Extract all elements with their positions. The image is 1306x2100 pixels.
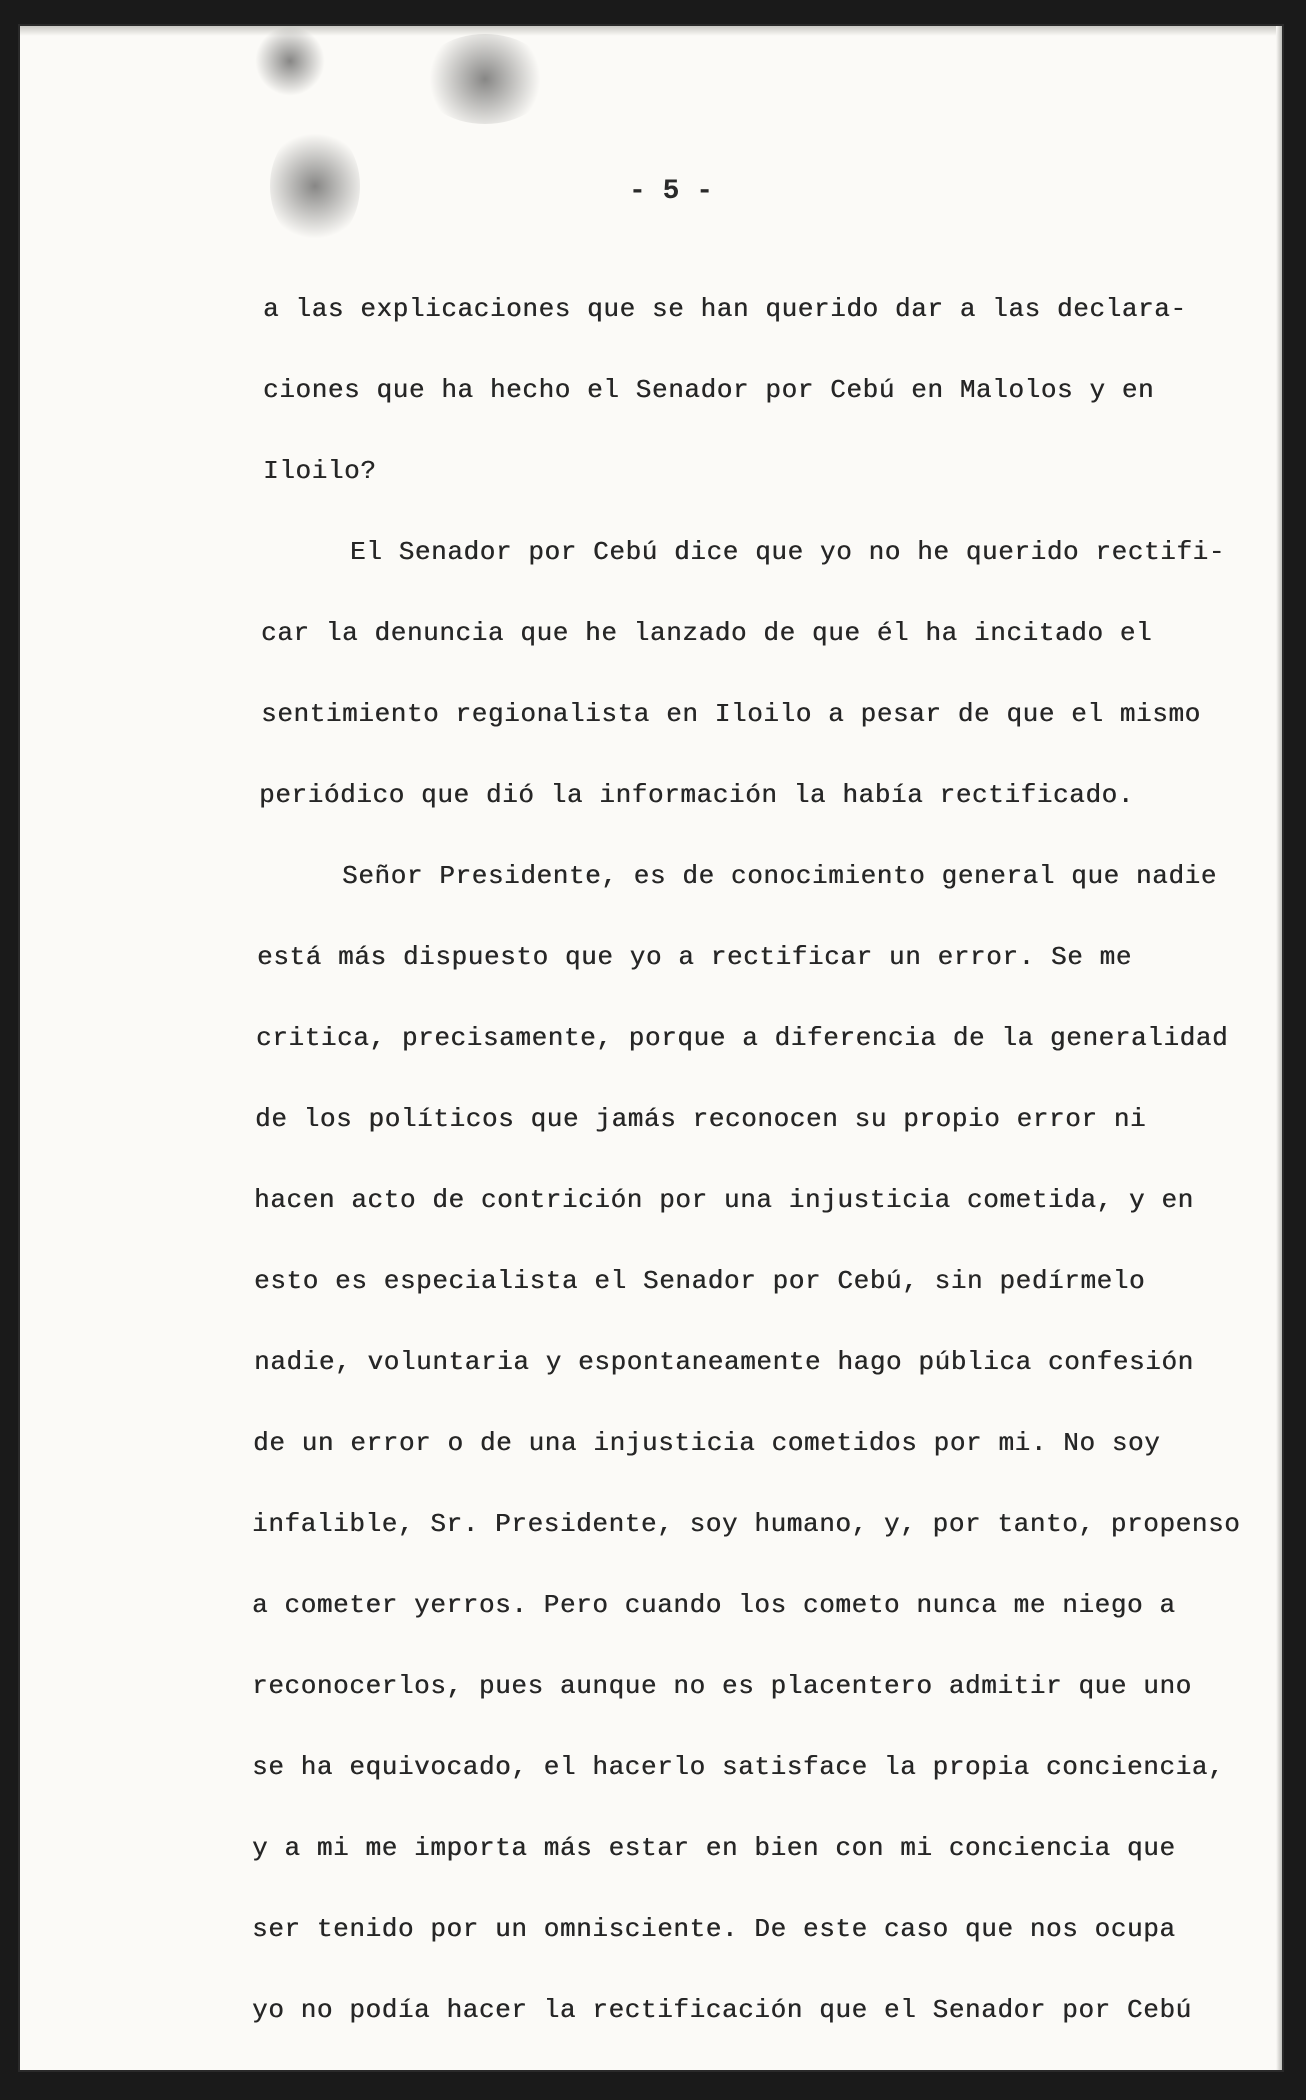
text-line: El Senador por Cebú dice que yo no he querido rectifi-	[350, 537, 1225, 567]
paper-top-edge	[20, 26, 1282, 36]
text-line: de un error o de una injusticia cometidos por mi. No soy	[253, 1428, 1161, 1458]
text-line: reconocerlos, pues aunque no es placentero admitir que uno	[252, 1671, 1192, 1701]
text-line: periódico que dió la información la había rectificado.	[259, 780, 1134, 810]
text-line: esto es especialista el Senador por Cebú, sin pedírmelo	[254, 1266, 1146, 1296]
text-line: a cometer yerros. Pero cuando los cometo nunca me niego a	[252, 1590, 1176, 1620]
text-line: infalible, Sr. Presidente, soy humano, y, por tanto, propenso	[252, 1509, 1241, 1539]
text-line: hacen acto de contrición por una injusticia cometida, y en	[254, 1185, 1194, 1215]
text-line: yo no podía hacer la rectificación que el Senador por Cebú	[252, 1995, 1192, 2025]
text-line: Iloilo?	[263, 456, 377, 486]
text-line: nadie, voluntaria y espontaneamente hago pública confesión	[254, 1347, 1194, 1377]
text-line: se ha equivocado, el hacerlo satisface la propia conciencia,	[252, 1752, 1225, 1782]
ink-blot	[255, 26, 325, 96]
text-line: ciones que ha hecho el Senador por Cebú en Malolos y en	[263, 375, 1155, 405]
text-line: de los políticos que jamás reconocen su propio error ni	[255, 1104, 1147, 1134]
text-line: y a mi me importa más estar en bien con mi conciencia que	[252, 1833, 1176, 1863]
text-line: critica, precisamente, porque a diferencia de la generalidad	[256, 1023, 1229, 1053]
paper-right-edge	[1276, 26, 1282, 2070]
document-page	[20, 26, 1282, 2070]
text-line: está más dispuesto que yo a rectificar un error. Se me	[257, 942, 1132, 972]
page-number: - 5 -	[628, 176, 713, 207]
text-line: sentimiento regionalista en Iloilo a pesar de que el mismo	[261, 699, 1201, 729]
text-line: Señor Presidente, es de conocimiento general que nadie	[342, 861, 1217, 891]
ink-blot	[420, 34, 550, 124]
text-line: car la denuncia que he lanzado de que él ha incitado el	[261, 618, 1153, 648]
text-line: ser tenido por un omnisciente. De este caso que nos ocupa	[252, 1914, 1176, 1944]
text-line: a las explicaciones que se han querido dar a las declara-	[263, 294, 1187, 324]
